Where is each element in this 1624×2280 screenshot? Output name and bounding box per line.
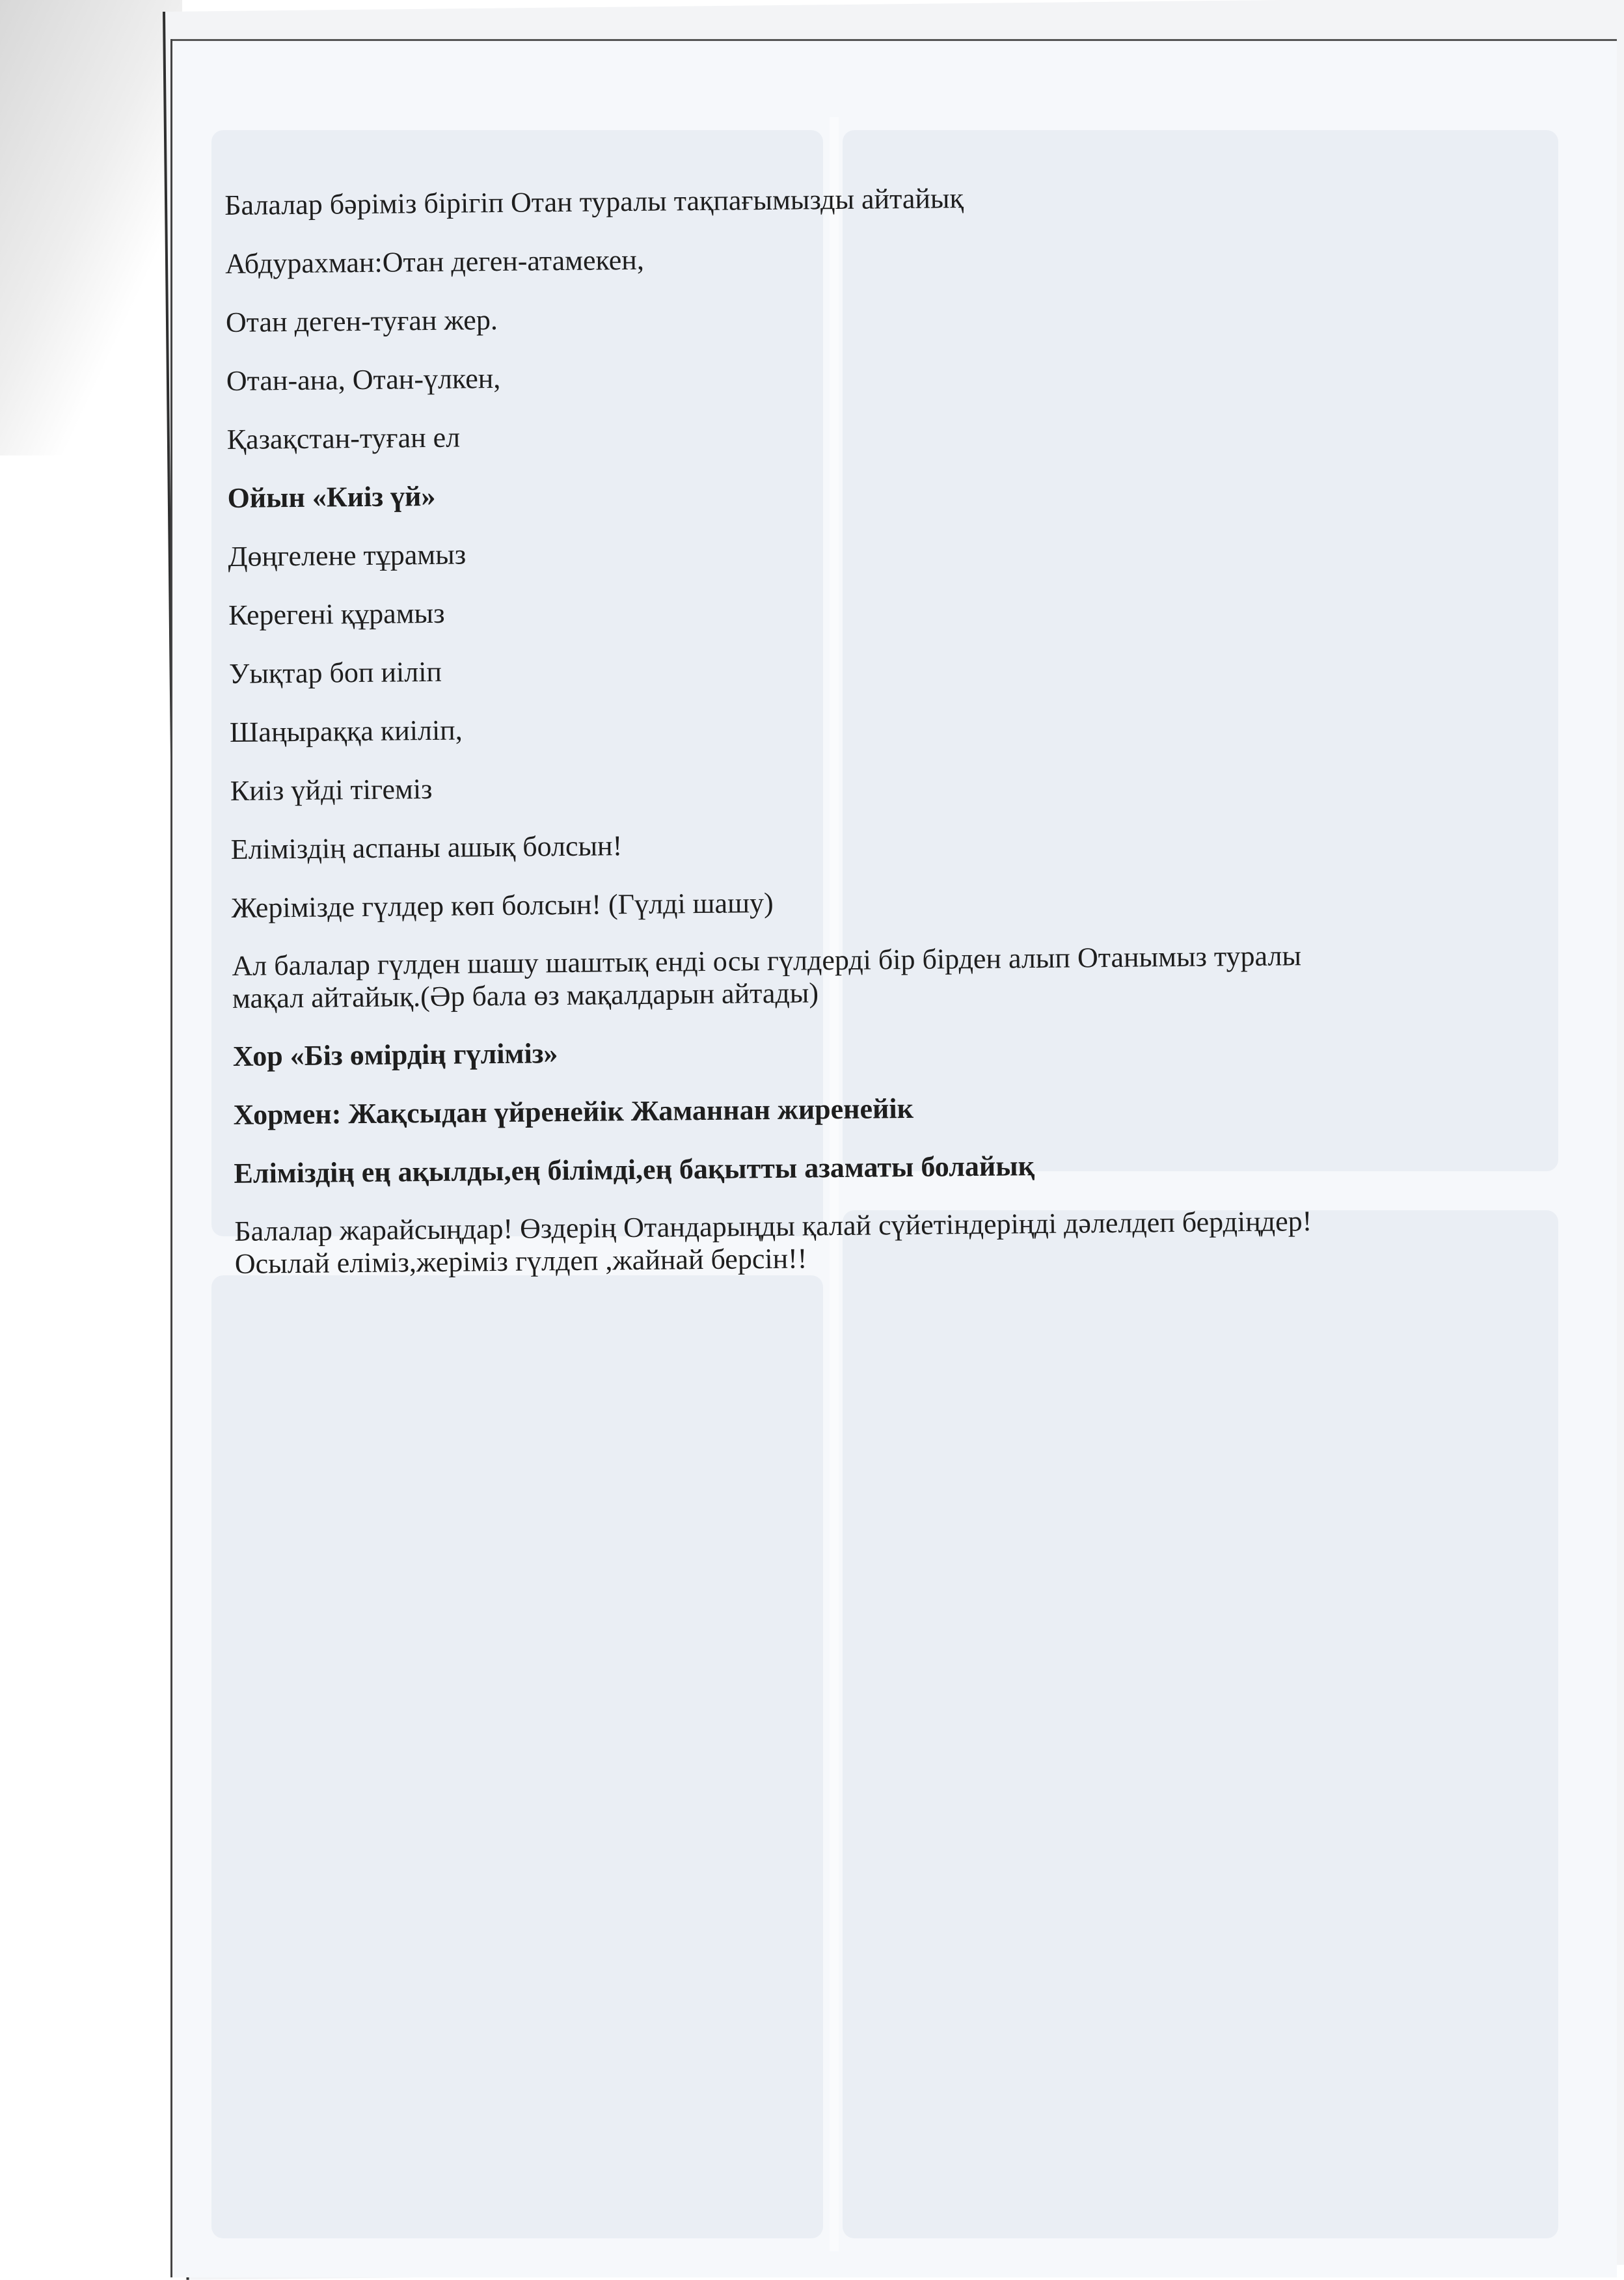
text-line: Отан-ана, Отан-үлкен,	[226, 362, 501, 397]
page-fold-shadow	[0, 0, 182, 455]
text-line: Еліміздің аспаны ашық болсын!	[230, 830, 623, 865]
paragraph-line: Осылай еліміз,жеріміз гүлдеп ,жайнай берсін!!	[234, 1242, 807, 1280]
choir-line: Еліміздің ең ақылды,ең білімді,ең бақытты азаматы болайық	[234, 1150, 1035, 1189]
print-through-area	[843, 1210, 1558, 2238]
choir-heading: Хор «Біз өмірдің гүліміз»	[232, 1037, 558, 1072]
text-line: Киіз үйді тігеміз	[230, 772, 433, 807]
game-heading: Ойын «Киіз үй»	[227, 480, 436, 514]
text-line: Дөңгелене тұрамыз	[228, 538, 467, 573]
paragraph-closing	[234, 1203, 1510, 1281]
text-line: Балалар бәріміз бірігіп Отан туралы тақпағымызды айтайық	[224, 182, 964, 221]
document-body	[224, 176, 1536, 1305]
text-line: Қазақстан-туған ел	[226, 421, 461, 455]
page-top-edge	[172, 39, 1617, 41]
text-line: Шаңыраққа киіліп,	[229, 714, 463, 748]
paragraph-proverbs	[232, 938, 1508, 1015]
text-line: Уықтар боп иіліп	[228, 655, 442, 690]
paragraph-line: Ал балалар гүлден шашу шаштық енді осы гүлдерді бір бірден алып Отанымыз туралы	[232, 940, 1302, 982]
paragraph-line: Балалар жарайсыңдар! Өздерің Отандарыңды қалай сүйетіндеріңді дәлелдеп бердіңдер!	[234, 1205, 1312, 1247]
choir-line: Хормен: Жақсыдан үйренейік Жаманнан жиренейік	[233, 1092, 914, 1131]
text-line: Отан деген-туған жер.	[225, 303, 498, 338]
text-line: Керегені құрамыз	[228, 597, 445, 631]
text-line: Жерімізде гүлдер көп болсын! (Гүлді шашу)	[231, 886, 774, 924]
text-line: Абдурахман:Отан деген-атамекен,	[224, 243, 645, 280]
paragraph-line: мақал айтайық.(Әр бала өз мақалдарын айтады)	[232, 977, 819, 1014]
print-through-area	[211, 1275, 823, 2238]
document-page	[170, 39, 1617, 2277]
